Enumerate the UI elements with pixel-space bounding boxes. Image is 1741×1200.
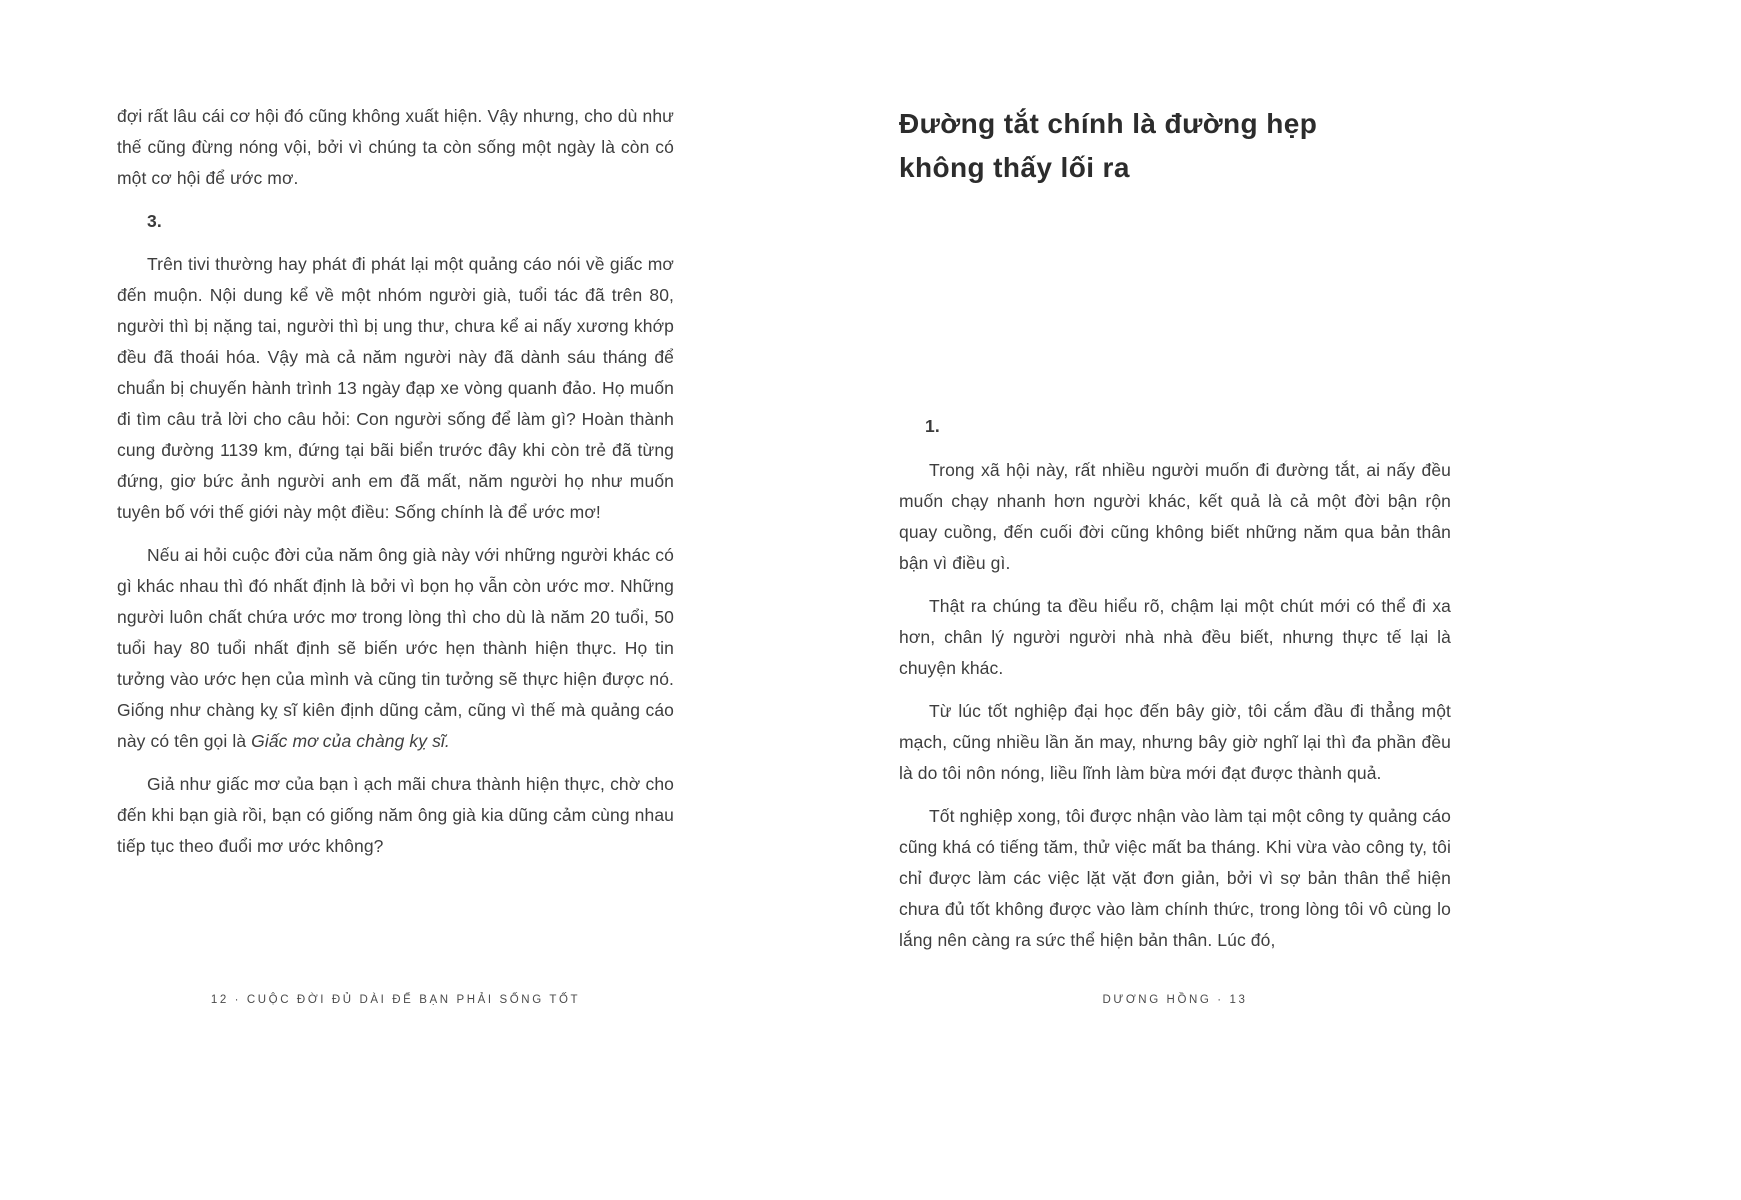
paragraph-dream-text: Nếu ai hỏi cuộc đời của năm ông già này với những người khác có gì khác nhau thì đó nhất định là bởi vì bọn họ vẫn còn ước mơ. Những người luôn chất chứa ước mơ trong lòng thì cho dù là năm 20 tuổi, 50 tuổi hay 80 tuổi nhất định sẽ biến ước hẹn thành hiện thực. Họ tin tưởng vào ước hẹn của mình và cũng tin tưởng sẽ thực hiện được nó. Giống như chàng kỵ sĩ kiên định dũng cảm, cũng vì thế mà quảng cáo này có tên gọi là [117, 545, 674, 751]
chapter-title-line-1: Đường tắt chính là đường hẹp [899, 108, 1318, 139]
paragraph-shortcut: Trong xã hội này, rất nhiều người muốn đi đường tắt, ai nấy đều muốn chạy nhanh hơn người khác, kết quả là cả một đời bận rộn quay cuồng, đến cuối đời cũng không biết những năm qua bản thân bận vì điều gì. [899, 460, 1451, 573]
paragraph-question: Giả như giấc mơ của bạn ì ạch mãi chưa thành hiện thực, chờ cho đến khi bạn già rồi, bạn có giống năm ông già kia dũng cảm cùng nhau tiếp tục theo đuổi mơ ước không? [117, 774, 674, 856]
paragraph-dream [117, 540, 674, 757]
paragraph-slow-down: Thật ra chúng ta đều hiểu rõ, chậm lại một chút mới có thể đi xa hơn, chân lý người người nhà nhà đều biết, nhưng thực tế lại là chuyện khác. [899, 596, 1451, 678]
right-page-body [899, 102, 1451, 968]
left-page [117, 0, 674, 1200]
section-number: 1. [925, 416, 940, 436]
chapter-title-line-2: không thấy lối ra [899, 152, 1130, 183]
section-number: 3. [147, 211, 162, 231]
paragraph-continuation: đợi rất lâu cái cơ hội đó cũng không xuất hiện. Vậy nhưng, cho dù như thế cũng đừng nóng vội, bởi vì chúng ta còn sống một ngày là còn có một cơ hội để ước mơ. [117, 106, 674, 188]
paragraph-graduation: Từ lúc tốt nghiệp đại học đến bây giờ, tôi cắm đầu đi thẳng một mạch, cũng nhiều lần ăn may, nhưng bây giờ nghĩ lại thì đa phần đều là do tôi nôn nóng, liều lĩnh làm bừa mới đạt được thành quả. [899, 701, 1451, 783]
paragraph-tv-ad: Trên tivi thường hay phát đi phát lại một quảng cáo nói về giấc mơ đến muộn. Nội dung kể về một nhóm người già, tuổi tác đã trên 80, người thì bị nặng tai, người thì bị ung thư, chưa kể ai nấy xương khớp đều đã thoái hóa. Vậy mà cả năm người này đã dành sáu tháng để chuẩn bị chuyến hành trình 13 ngày đạp xe vòng quanh đảo. Họ muốn đi tìm câu trả lời cho câu hỏi: Con người sống để làm gì? Hoàn thành cung đường 1139 km, đứng tại bãi biển trước đây khi còn trẻ đã từng đứng, giơ bức ảnh người anh em đã mất, năm người họ như muốn tuyên bố với thế giới này một điều: Sống chính là để ước mơ! [117, 254, 674, 522]
right-page-text [899, 411, 1451, 956]
left-page-body [117, 101, 674, 874]
right-page-footer: DƯƠNG HỒNG · 13 [1102, 994, 1248, 1006]
left-page-footer: 12 · CUỘC ĐỜI ĐỦ DÀI ĐỂ BẠN PHẢI SỐNG TỐT [210, 994, 581, 1006]
paragraph-first-job: Tốt nghiệp xong, tôi được nhận vào làm tại một công ty quảng cáo cũng khá có tiếng tăm, thử việc mất ba tháng. Khi vừa vào công ty, tôi chỉ được làm các việc lặt vặt đơn giản, bởi vì sợ bản thân thể hiện chưa đủ tốt không được vào làm chính thức, trong lòng tôi vô cùng lo lắng nên càng ra sức thể hiện bản thân. Lúc đó, [899, 806, 1451, 950]
chapter-title [899, 102, 1451, 190]
right-page [899, 0, 1451, 1200]
italic-work-title: Giấc mơ của chàng kỵ sĩ. [251, 731, 450, 751]
